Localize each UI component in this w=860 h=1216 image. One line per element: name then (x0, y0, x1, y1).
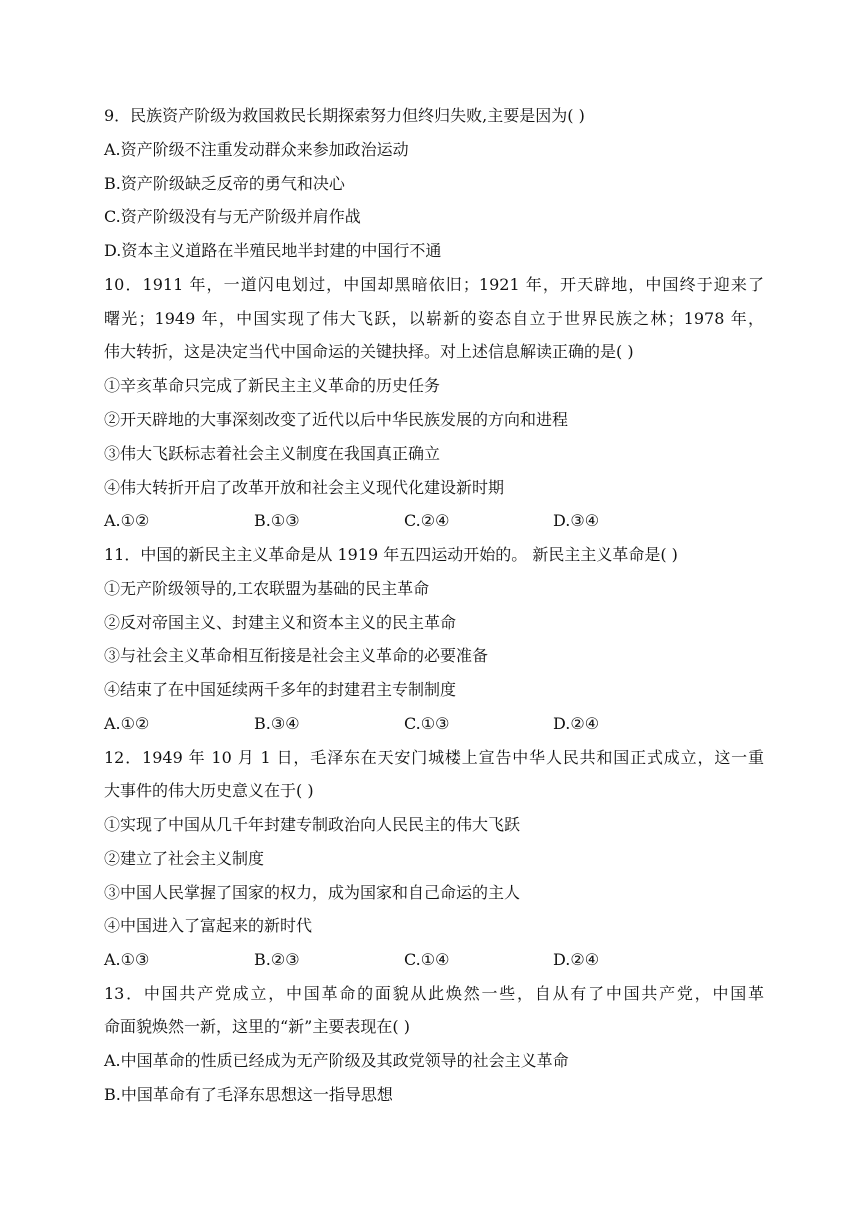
question-10-option-b: B.①③ (254, 511, 300, 530)
question-13-choice-a: A.中国革命的性质已经成为无产阶级及其政党领导的社会主义革命 (104, 1051, 569, 1070)
question-11-stem: 11．中国的新民主主义革命是从 1919 年五四运动开始的。 新民主主义革命是( ) (104, 545, 678, 564)
question-12-stem-line-2: 大事件的伟大历史意义在于( ) (104, 781, 314, 800)
question-10-options (104, 511, 764, 531)
question-12-statement-4: ④中国进入了富起来的新时代 (104, 916, 313, 935)
question-10-option-c: C.②④ (404, 511, 450, 530)
question-9-choice-b: B.资产阶级缺乏反帝的勇气和决心 (104, 174, 345, 193)
question-11-statement-3: ③与社会主义革命相互衔接是社会主义革命的必要准备 (104, 646, 489, 665)
question-12-options (104, 950, 764, 970)
question-11-option-c: C.①③ (404, 714, 450, 733)
question-10-option-d: D.③④ (553, 511, 600, 530)
question-12-option-d: D.②④ (553, 950, 600, 969)
question-10-statement-3: ③伟大飞跃标志着社会主义制度在我国真正确立 (104, 444, 441, 463)
question-12-option-c: C.①④ (404, 950, 450, 969)
question-9-choice-c: C.资产阶级没有与无产阶级并肩作战 (104, 207, 361, 226)
question-9-stem: 9．民族资产阶级为救国救民长期探索努力但终归失败,主要是因为( ) (104, 106, 585, 125)
question-11-option-a: A.①② (104, 714, 150, 733)
question-13-choice-b: B.中国革命有了毛泽东思想这一指导思想 (104, 1085, 393, 1104)
question-10-stem-line-3: 伟大转折，这是决定当代中国命运的关键抉择。对上述信息解读正确的是( ) (104, 342, 634, 361)
question-11-statement-1: ①无产阶级领导的,工农联盟为基础的民主革命 (104, 579, 430, 598)
question-12-stem-line-1: 12．1949 年 10 月 1 日，毛泽东在天安门城楼上宣告中华人民共和国正式成立，这一重 (104, 748, 764, 767)
question-9-choice-d: D.资本主义道路在半殖民地半封建的中国行不通 (104, 241, 442, 260)
question-11-statement-2: ②反对帝国主义、封建主义和资本主义的民主革命 (104, 613, 457, 632)
question-13-stem-line-2: 命面貌焕然一新，这里的“新”主要表现在( ) (104, 1017, 410, 1036)
question-11-statement-4: ④结束了在中国延续两千多年的封建君主专制制度 (104, 680, 457, 699)
question-10-statement-1: ①辛亥革命只完成了新民主主义革命的历史任务 (104, 376, 441, 395)
question-9-choice-a: A.资产阶级不注重发动群众来参加政治运动 (104, 140, 409, 159)
question-10-stem-line-2: 曙光；1949 年，中国实现了伟大飞跃，以崭新的姿态自立于世界民族之林；1978 年， (104, 309, 764, 328)
question-12-statement-2: ②建立了社会主义制度 (104, 849, 265, 868)
question-12-option-b: B.②③ (254, 950, 300, 969)
question-10-option-a: A.①② (104, 511, 150, 530)
question-13-stem-line-1: 13．中国共产党成立，中国革命的面貌从此焕然一些，自从有了中国共产党，中国革 (104, 984, 764, 1003)
question-12-statement-1: ①实现了中国从几千年封建专制政治向人民民主的伟大飞跃 (104, 815, 521, 834)
question-12-statement-3: ③中国人民掌握了国家的权力，成为国家和自己命运的主人 (104, 883, 521, 902)
question-11-options (104, 714, 764, 734)
question-10-stem-line-1: 10．1911 年，一道闪电划过，中国却黑暗依旧；1921 年，开天辟地，中国终于迎来了 (104, 275, 764, 294)
question-10-statement-4: ④伟大转折开启了改革开放和社会主义现代化建设新时期 (104, 478, 505, 497)
question-12-option-a: A.①③ (104, 950, 150, 969)
question-11-option-d: D.②④ (553, 714, 600, 733)
question-11-option-b: B.③④ (254, 714, 300, 733)
question-10-statement-2: ②开天辟地的大事深刻改变了近代以后中华民族发展的方向和进程 (104, 410, 569, 429)
